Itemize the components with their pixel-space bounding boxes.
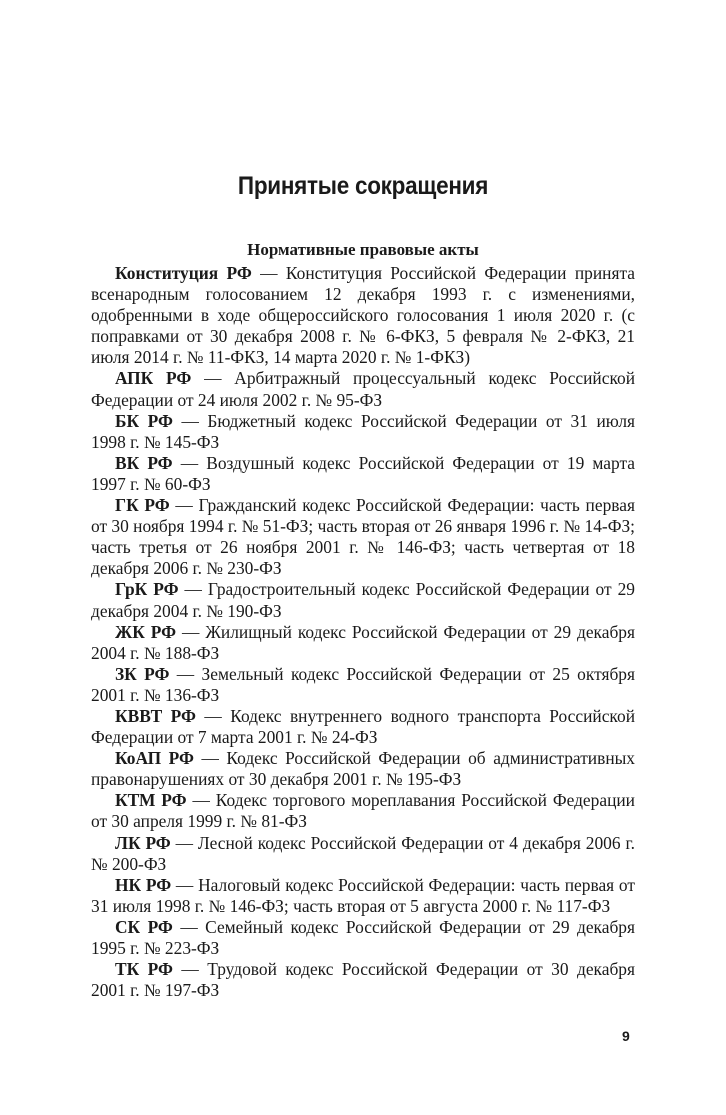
entry-zk	[91, 664, 635, 706]
entry-abbr: Конституция РФ	[115, 263, 252, 283]
entry-abbr: НК РФ	[115, 874, 172, 895]
entry-text: — Налоговый кодекс Российской Федерации: часть первая от 31 июля 1998 г. № 146-ФЗ; часть вторая от 5 августа 2000 г. № 117-ФЗ	[91, 874, 635, 916]
page-number: 9	[622, 1028, 630, 1044]
entry-abbr: ГрК РФ	[115, 579, 179, 600]
entry-abbr: ТК РФ	[115, 959, 173, 980]
abbreviation-list	[91, 263, 635, 1001]
entry-text: — Жилищный кодекс Российской Федерации от 29 декабря 2004 г. № 188-ФЗ	[91, 621, 635, 663]
entry-text: — Арбитражный процессуальный кодекс Российской Федерации от 24 июля 2002 г. № 95-ФЗ	[91, 368, 636, 410]
entry-abbr: КТМ РФ	[115, 790, 187, 811]
entry-vk	[91, 453, 635, 495]
entry-text: — Бюджетный кодекс Российской Федерации от 31 июля 1998 г. № 145-ФЗ	[91, 410, 636, 452]
entry-text: — Кодекс Российской Федерации об административных правонарушениях от 30 декабря 2001 г. № 195-ФЗ	[91, 748, 635, 790]
entry-text: — Земельный кодекс Российской Федерации от 25 октября 2001 г. № 136-ФЗ	[91, 663, 635, 705]
entry-abbr: ВК РФ	[115, 452, 173, 473]
entry-abbr: ГК РФ	[115, 495, 170, 516]
entry-text: — Лесной кодекс Российской Федерации от 4 декабря 2006 г. № 200-ФЗ	[91, 832, 635, 874]
entry-lk	[91, 833, 635, 875]
page-title: Принятые сокращения	[237, 172, 489, 200]
entry-text: — Семейный кодекс Российской Федерации от 29 декабря 1995 г. № 223-ФЗ	[91, 916, 635, 958]
entry-text: — Гражданский кодекс Российской Федерации: часть первая от 30 ноября 1994 г. № 51-ФЗ; часть вторая от 26 января 1996 г. № 14-ФЗ; часть третья от 26 ноября 2001 г. № 146-ФЗ; часть четвертая от 18 декабря 2006 г. № 230-ФЗ	[91, 495, 635, 579]
entry-tk	[91, 959, 635, 1001]
entry-abbr: КВВТ РФ	[115, 705, 196, 726]
entry-abbr: СК РФ	[115, 916, 173, 937]
entry-abbr: АПК РФ	[115, 368, 192, 389]
entry-text: — Градостроительный кодекс Российской Федерации от 29 декабря 2004 г. № 190-ФЗ	[91, 579, 635, 621]
entry-abbr: ЗК РФ	[115, 663, 170, 684]
entry-zhk	[91, 622, 635, 664]
entry-abbr: ЛК РФ	[115, 832, 171, 853]
entry-abbr: БК РФ	[115, 410, 173, 431]
entry-bk	[91, 411, 635, 453]
entry-kvvt	[91, 706, 635, 748]
entry-grk	[91, 579, 635, 621]
entry-text: — Трудовой кодекс Российской Федерации от 30 декабря 2001 г. № 197-ФЗ	[91, 959, 635, 1001]
entry-text: — Воздушный кодекс Российской Федерации от 19 марта 1997 г. № 60-ФЗ	[91, 452, 635, 494]
entry-koap	[91, 748, 635, 790]
entry-text: — Конституция Российской Федерации принята всенародным голосованием 12 декабря 1993 г. с изменениями, одобренными в ходе общероссийского голосования 1 июля 2020 г. (с поправками от 30 декабря 2008 г. № 6-ФКЗ, 5 февраля № 2-ФКЗ, 21 июля 2014 г. № 11-ФКЗ, 14 марта 2020 г. № 1-ФКЗ)	[91, 263, 635, 368]
entry-apk	[91, 368, 635, 410]
entry-ktm	[91, 790, 635, 832]
entry-nk	[91, 875, 635, 917]
entry-gk	[91, 495, 635, 579]
section-title: Нормативные правовые акты	[247, 240, 479, 259]
entry-abbr: КоАП РФ	[115, 748, 194, 769]
entry-text: — Кодекс торгового мореплавания Российской Федерации от 30 апреля 1999 г. № 81-ФЗ	[91, 790, 635, 832]
entry-text: — Кодекс внутреннего водного транспорта Российской Федерации от 7 марта 2001 г. № 24-ФЗ	[91, 705, 636, 748]
entry-sk	[91, 917, 635, 959]
entry-constitution	[91, 263, 635, 368]
entry-abbr: ЖК РФ	[115, 621, 177, 642]
